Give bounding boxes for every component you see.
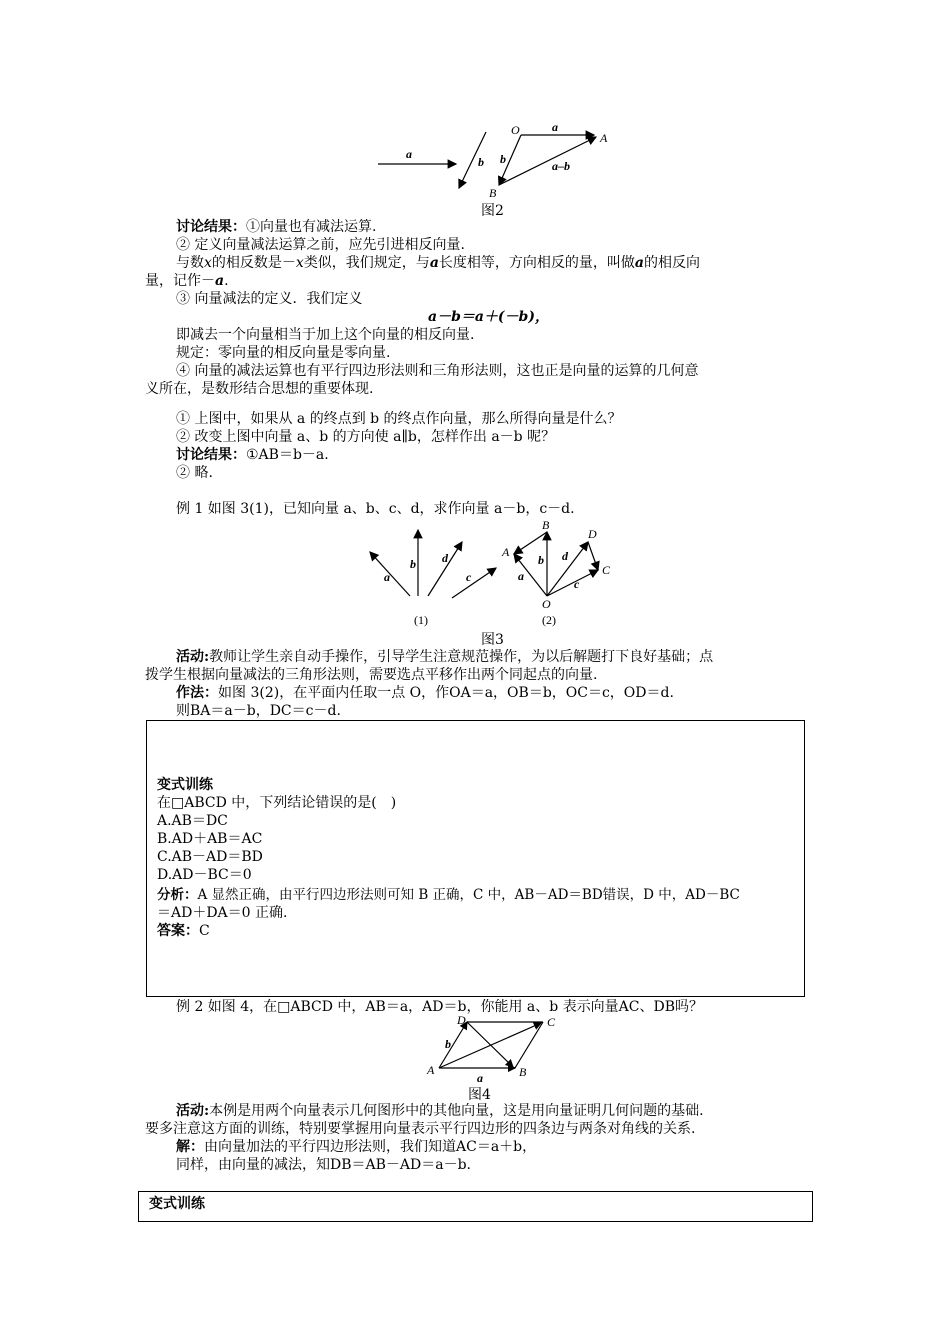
figure-3 bbox=[362, 518, 632, 630]
fig4-label-a: a bbox=[477, 1071, 483, 1084]
discussion-line-3: 与数x的相反数是－x类似，我们规定，与a长度相等，方向相反的量，叫做a的相反向 bbox=[176, 255, 700, 271]
question-2: ② 改变上图中向量 a、b 的方向使 a∥b，怎样作出 a－b 呢？ bbox=[176, 429, 556, 445]
question-1: ① 上图中，如果从 a 的终点到 b 的终点作向量，那么所得向量是什么？ bbox=[176, 411, 622, 427]
discussion-line-1: 讨论结果：①向量也有减法运算. bbox=[176, 219, 377, 235]
fig3-sub-2: (2) bbox=[542, 613, 556, 627]
fig4-label-C: C bbox=[547, 1015, 556, 1029]
example-2-activity-1: 活动:本例是用两个向量表示几何图形中的其他向量，这是用向量证明几何问题的基础. bbox=[176, 1103, 704, 1119]
fig3-label-D: D bbox=[588, 527, 597, 541]
example-2-solution: 解：由向量加法的平行四边形法则，我们知道AC＝a＋b， bbox=[176, 1139, 537, 1155]
fig3-vector-a bbox=[370, 552, 410, 596]
label-b-left: b bbox=[478, 155, 484, 169]
fig3-DC bbox=[588, 542, 598, 570]
fig3-vector-c bbox=[452, 568, 496, 598]
discussion-line-7: 规定：零向量的相反向量是零向量. bbox=[176, 345, 391, 361]
fig3-label-B: B bbox=[542, 518, 550, 532]
fig3-label-C: C bbox=[602, 563, 611, 577]
discussion-line-2: ② 定义向量减法运算之前，应先引进相反向量. bbox=[176, 237, 465, 253]
example-1-method: 作法：如图 3(2)，在平面内任取一点 O，作OA＝a，OB＝b，OC＝c，OD＝d. bbox=[176, 685, 674, 701]
fig4-label-A: A bbox=[427, 1063, 435, 1077]
label-A: A bbox=[600, 131, 608, 145]
example-1-activity-1: 活动:教师让学生亲自动手操作，引导学生注意规范操作，为以后解题打下良好基础；点 bbox=[176, 649, 714, 665]
fig3-label-A: A bbox=[502, 545, 510, 559]
discussion-line-4: 量，记作－a. bbox=[145, 273, 229, 289]
discussion-line-9: 义所在，是数形结合思想的重要体现. bbox=[145, 381, 374, 397]
fig4-label-B: B bbox=[519, 1065, 527, 1079]
fig3-label-O: O bbox=[542, 597, 551, 611]
example-1-text: 例 1 如图 3(1)，已知向量 a、b、c、d，求作向量 a－b，c－d. bbox=[176, 501, 575, 517]
fig3-label-c2: c bbox=[574, 577, 580, 591]
discussion-line-5: ③ 向量减法的定义．我们定义 bbox=[176, 291, 363, 307]
fig3-label-a2: a bbox=[518, 569, 524, 583]
fig3-BA bbox=[514, 532, 547, 554]
vector-a-minus-b bbox=[499, 137, 596, 185]
label-B: B bbox=[489, 186, 497, 200]
variant-1-analysis-2: ＝AD＋DA＝0 正确. bbox=[157, 905, 288, 921]
figure-2 bbox=[370, 118, 630, 200]
variant-1-answer: 答案：C bbox=[157, 923, 210, 939]
variant-1-option-d: D.AD－BC＝0 bbox=[157, 867, 252, 883]
variant-1-option-a: A.AB＝DC bbox=[157, 813, 228, 829]
example-2-text: 例 2 如图 4，在□ABCD 中，AB＝a，AD＝b，你能用 a、b 表示向量AC、DB吗？ bbox=[176, 999, 704, 1015]
figure-4-caption: 图4 bbox=[468, 1087, 491, 1103]
variant-1-option-c: C.AB－AD＝BD bbox=[157, 849, 263, 865]
discussion-line-6: 即减去一个向量相当于加上这个向量的相反向量. bbox=[176, 327, 475, 343]
fig3-label-b: b bbox=[410, 557, 416, 571]
fig4-label-b: b bbox=[445, 1037, 451, 1051]
fig3-sub-1: (1) bbox=[414, 613, 428, 627]
label-a-left: a bbox=[406, 147, 412, 161]
question-result-2: ② 略. bbox=[176, 465, 213, 481]
label-a-top: a bbox=[552, 120, 558, 134]
question-result-1: 讨论结果：①AB＝b－a. bbox=[176, 447, 329, 463]
label-a-minus-b: a–b bbox=[552, 159, 570, 173]
fig3-label-a: a bbox=[384, 570, 390, 584]
discussion-head: 讨论结果： bbox=[176, 219, 246, 235]
label-b-tri: b bbox=[500, 152, 506, 166]
variant-1-option-b: B.AD＋AB＝AC bbox=[157, 831, 263, 847]
fig4-AD bbox=[439, 1022, 467, 1068]
variant-1-title: 变式训练 bbox=[157, 777, 213, 793]
variant-1-question: 在□ABCD 中，下列结论错误的是( ) bbox=[157, 795, 397, 811]
example-2-same: 同样，由向量的减法，知DB＝AB－AD＝a－b. bbox=[176, 1157, 472, 1173]
figure-3-caption: 图3 bbox=[481, 632, 504, 648]
discussion-line-8: ④ 向量的减法运算也有平行四边形法则和三角形法则，这也正是向量的运算的几何意 bbox=[176, 363, 699, 379]
fig3-OC bbox=[547, 570, 598, 596]
example-2-activity-2: 要多注意这方面的训练，特别要掌握用向量表示平行四边形的四条边与两条对角线的关系. bbox=[145, 1121, 696, 1137]
subtraction-formula: a－b＝a＋(－b)， bbox=[428, 309, 549, 325]
figure-4 bbox=[425, 1012, 565, 1084]
label-O: O bbox=[511, 123, 520, 137]
fig3-label-c: c bbox=[466, 570, 472, 584]
fig3-label-d2: d bbox=[562, 549, 568, 563]
fig3-label-b2: b bbox=[538, 553, 544, 567]
variant-2-title: 变式训练 bbox=[149, 1196, 205, 1212]
example-1-activity-2: 拨学生根据向量减法的三角形法则，需要选点平移作出两个同起点的向量. bbox=[145, 667, 598, 683]
figure-2-caption: 图2 bbox=[481, 203, 504, 219]
fig3-label-d: d bbox=[442, 551, 448, 565]
variant-1-analysis-1: 分析：A 显然正确，由平行四边形法则可知 B 正确，C 中，AB－AD＝BD错误，D 中，AD－BC bbox=[157, 887, 740, 903]
fig4-AC bbox=[439, 1023, 541, 1068]
fig4-DB bbox=[467, 1022, 513, 1067]
fig4-label-D: D bbox=[457, 1013, 466, 1027]
variant-training-box-2 bbox=[138, 1191, 813, 1222]
example-1-then: 则BA＝a－b，DC＝c－d. bbox=[176, 703, 341, 719]
